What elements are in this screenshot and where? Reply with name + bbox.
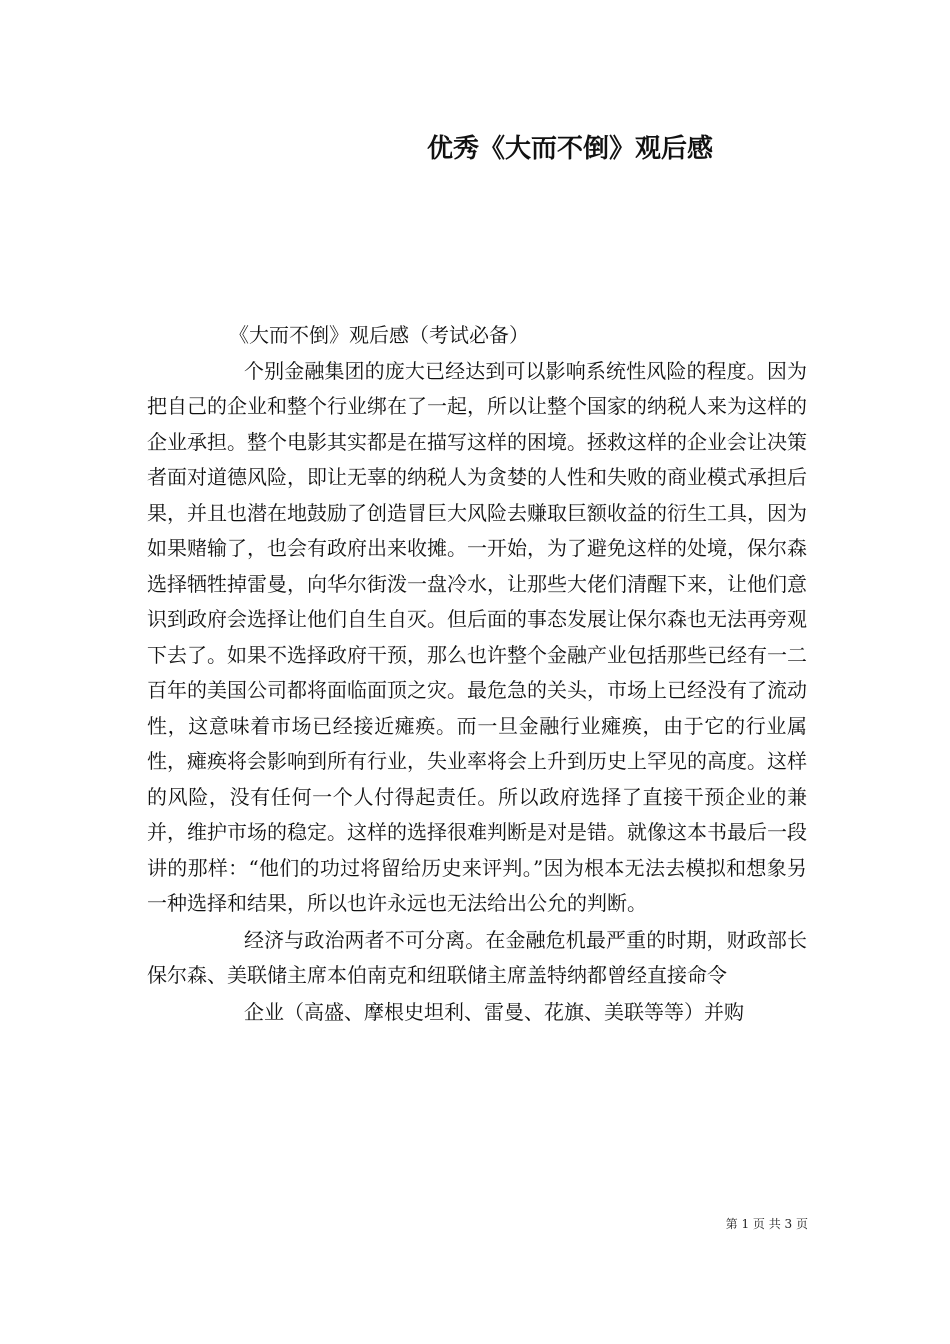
paragraph: 经济与政治两者不可分离。在金融危机最严重的时期，财政部长保尔森、美联储主席本伯南克和纽联储主席盖特纳都曾经直接命令 bbox=[147, 927, 807, 987]
document-title: 优秀《大而不倒》观后感 bbox=[426, 134, 713, 164]
document-subtitle: 《大而不倒》观后感（考试必备） bbox=[229, 323, 529, 347]
paragraph: 个别金融集团的庞大已经达到可以影响系统性风险的程度。因为把自己的企业和整个行业绑在了一起，所以让整个国家的纳税人来为这样的企业承担。整个电影其实都是在描写这样的困境。拯救这样的企业会让决策者面对道德风险，即让无辜的纳税人为贪婪的人性和失败的商业模式承担后果，并且也潜在地鼓励了创造冒巨大风险去赚取巨额收益的衍生工具，因为如果赌输了，也会有政府出来收摊。一开始，为了避免这样的处境，保尔森选择牺牲掉雷曼，向华尔街泼一盘冷水，让那些大佬们清醒下来，让他们意识到政府会选择让他们自生自灭。但后面的事态发展让保尔森也无法再旁观下去了。如果不选择政府干预，那么也许整个金融产业包括那些已经有一二百年的美国公司都将面临面顶之灾。最危急的关头，市场上已经没有了流动性，这意味着市场已经接近瘫痪。而一旦金融行业瘫痪，由于它的行业属性，瘫痪将会影响到所有行业，失业率将会上升到历史上罕见的高度。这样的风险，没有任何一个人付得起责任。所以政府选择了直接干预企业的兼并，维护市场的稳定。这样的选择很难判断是对是错。就像这本书最后一段讲的那样：“他们的功过将留给历史来评判。”因为根本无法去模拟和想象另一种选择和结果，所以也许永远也无法给出公允的判断。 bbox=[147, 358, 807, 915]
page-number: 第 1 页 共 3 页 bbox=[725, 1217, 808, 1231]
paragraph: 企业（高盛、摩根史坦利、雷曼、花旗、美联等等）并购 bbox=[244, 999, 744, 1024]
document-body bbox=[147, 318, 807, 1030]
